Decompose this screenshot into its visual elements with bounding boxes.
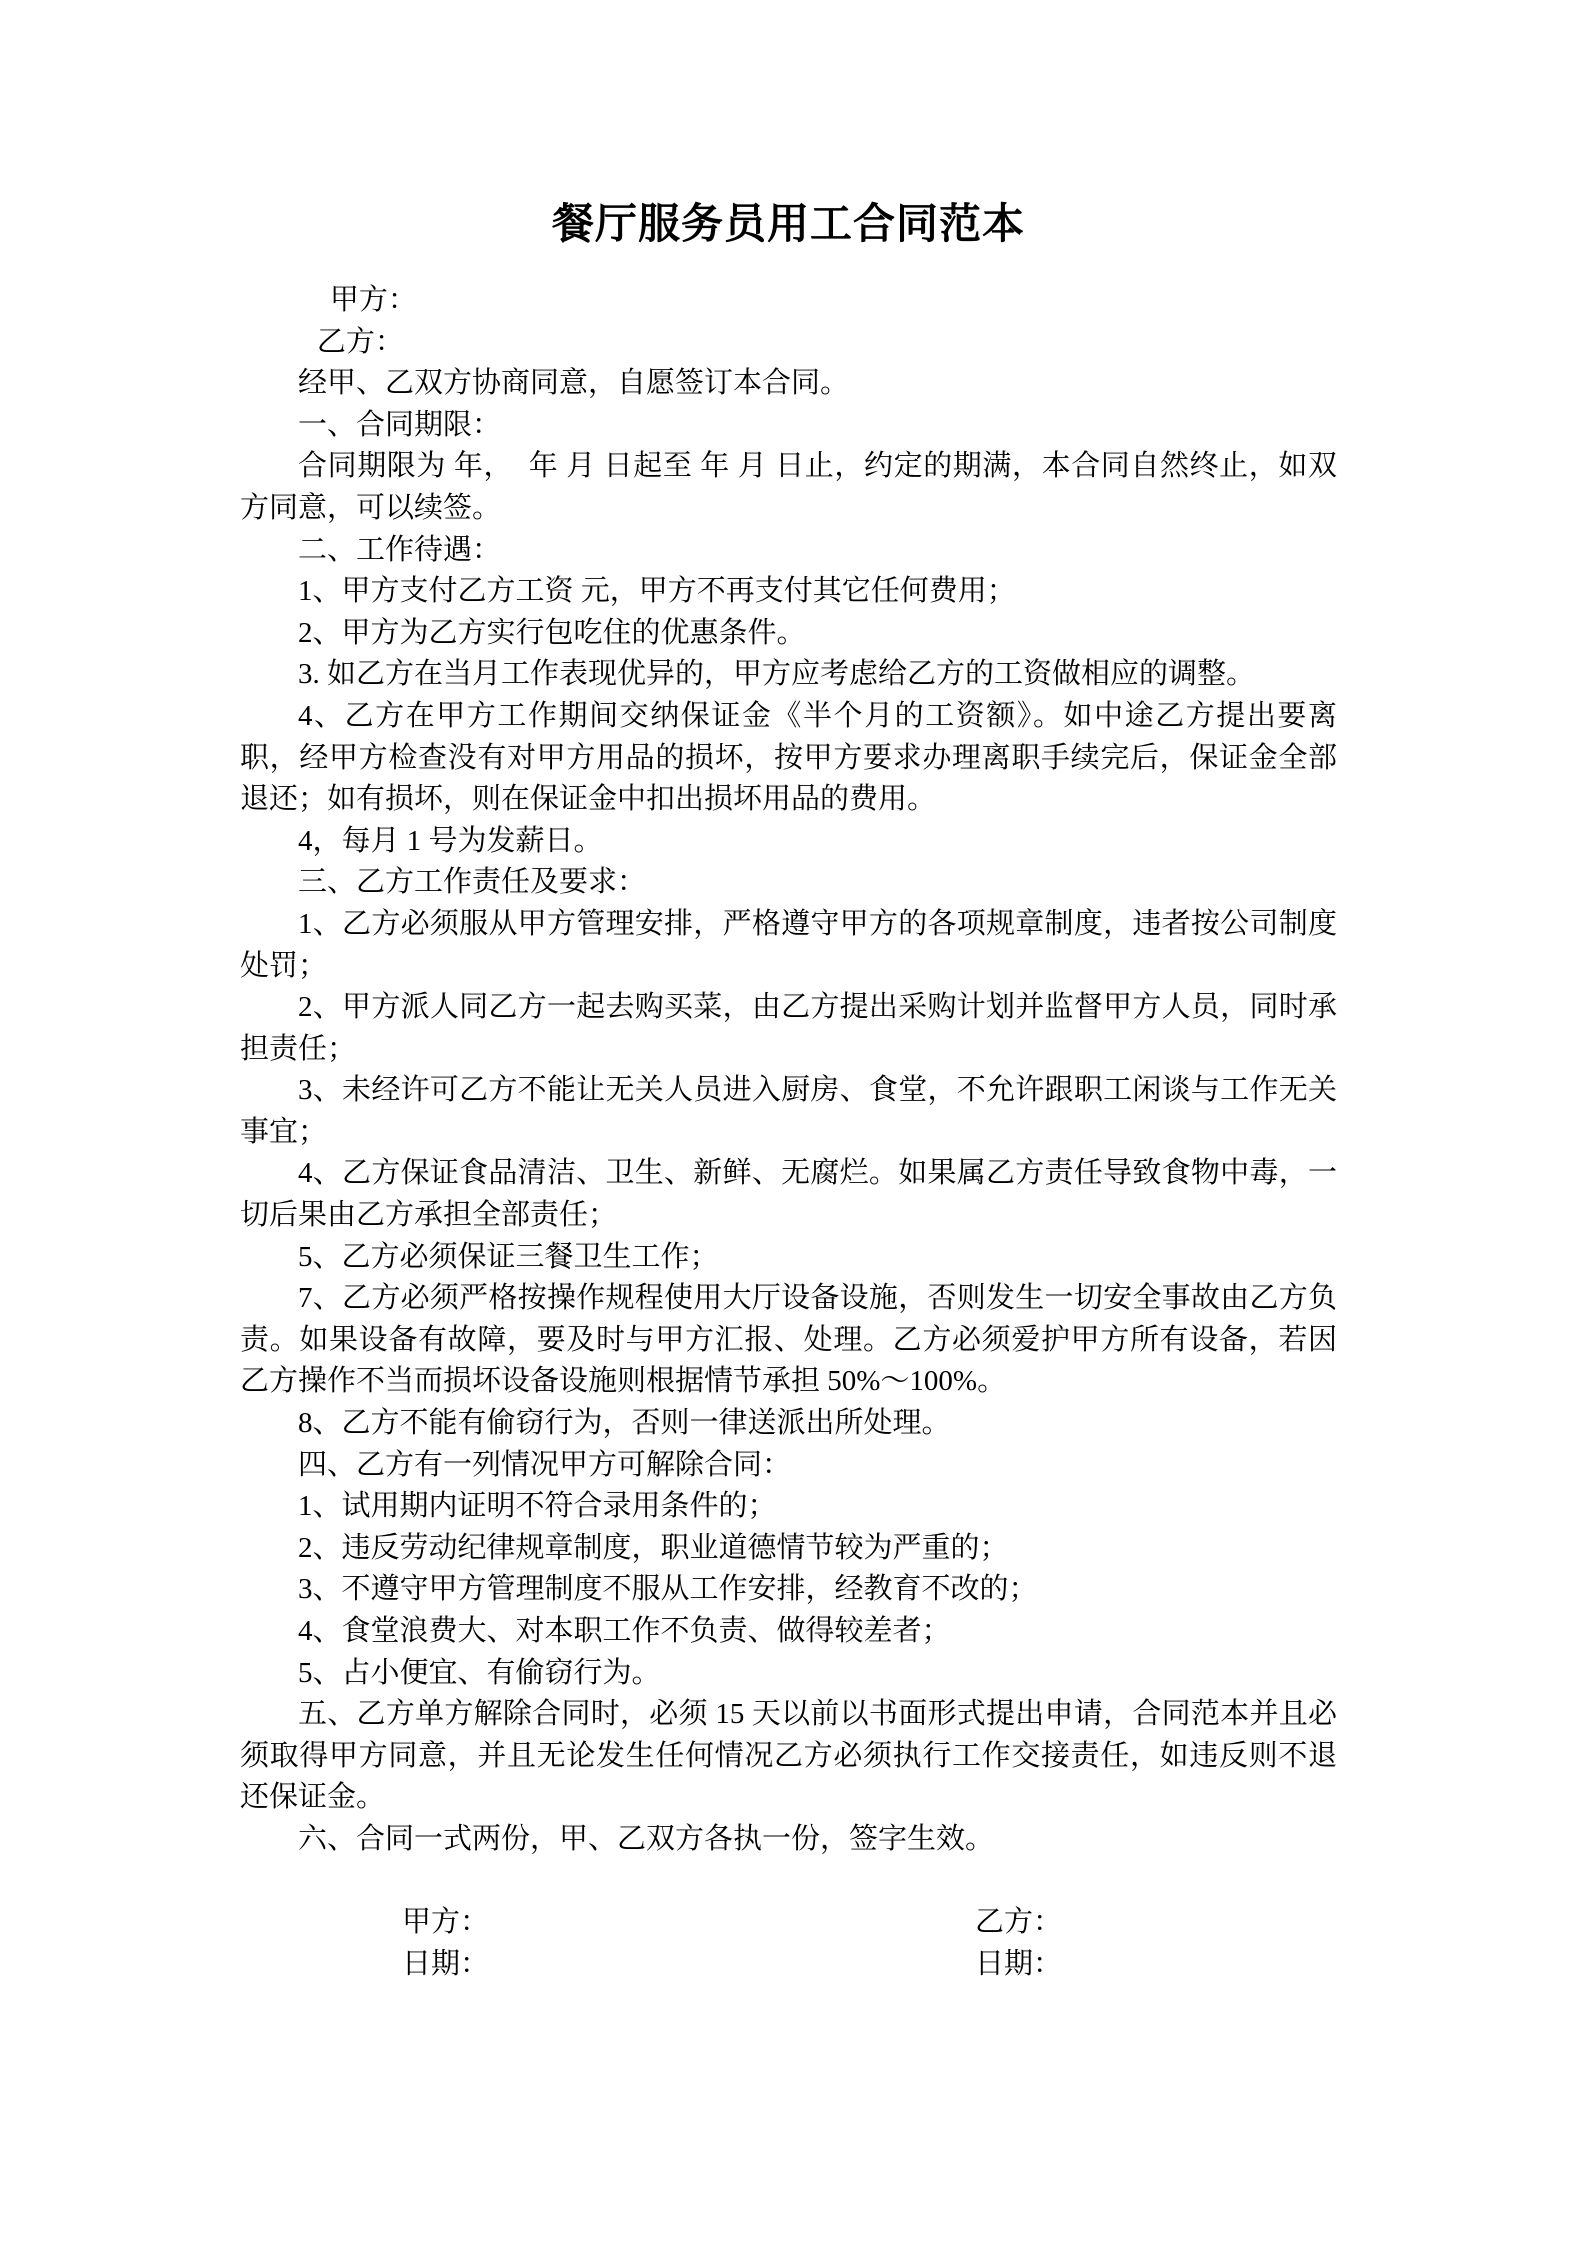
- party-a-line: 甲方：: [329, 284, 417, 316]
- signature-date-row: [240, 1944, 1337, 1986]
- signature-party-row: [240, 1902, 1337, 1944]
- signature-block: [240, 1902, 1337, 1985]
- clause-2-4-payday: 4，每月 1 号为发薪日。: [298, 824, 603, 857]
- document-body: [240, 280, 1337, 1861]
- document-title: [240, 200, 1337, 250]
- signature-party-a-label: 甲方：: [402, 1906, 490, 1939]
- intro-paragraph: 经甲、乙双方协商同意，自愿签订本合同。: [298, 367, 850, 400]
- clause-3-1: 1、乙方必须服从甲方管理安排，严格遵守甲方的各项规章制度，违者按公司制度处罚；: [240, 907, 1337, 982]
- section-3-heading: 三、乙方工作责任及要求：: [298, 866, 647, 899]
- clause-3-2: 2、甲方派人同乙方一起去购买菜，由乙方提出采购计划并监督甲方人员，同时承担责任；: [240, 991, 1337, 1065]
- clause-4-3: 3、不遵守甲方管理制度不服从工作安排，经教育不改的；: [298, 1573, 1038, 1606]
- section-4-heading: 四、乙方有一列情况甲方可解除合同：: [298, 1448, 792, 1481]
- document-title-text: 餐厅服务员用工合同范本: [551, 202, 1025, 248]
- section-6-paragraph: 六、合同一式两份，甲、乙双方各执一份，签字生效。: [298, 1822, 995, 1855]
- clause-4-4: 4、食堂浪费大、对本职工作不负责、做得较差者；: [298, 1615, 951, 1647]
- clause-2-2: 2、甲方为乙方实行包吃住的优惠条件。: [298, 616, 806, 649]
- clause-4-2: 2、违反劳动纪律规章制度，职业道德情节较为严重的；: [298, 1531, 1009, 1564]
- clause-4-1: 1、试用期内证明不符合录用条件的；: [298, 1490, 777, 1523]
- section-1-term-paragraph: 合同期限为 年， 年 月 日起至 年 月 日止，约定的期满，本合同自然终止，如双方同意，可以续签。: [240, 450, 1337, 524]
- clause-4-5: 5、占小便宜、有偷窃行为。: [298, 1656, 661, 1689]
- clause-3-7: 7、乙方必须严格按操作规程使用大厅设备设施，否则发生一切安全事故由乙方负责。如果设备有故障，要及时与甲方汇报、处理。乙方必须爱护甲方所有设备，若因乙方操作不当而损坏设备设施则根据情节承担 50%～100%。: [240, 1282, 1337, 1398]
- clause-2-3: 3. 如乙方在当月工作表现优异的，甲方应考虑给乙方的工资做相应的调整。: [298, 658, 1256, 691]
- clause-2-4-deposit: 4、乙方在甲方工作期间交纳保证金《半个月的工资额》。如中途乙方提出要离职，经甲方检查没有对甲方用品的损坏，按甲方要求办理离职手续完后，保证金全部退还；如有损坏，则在保证金中扣出损坏用品的费用。: [240, 699, 1337, 816]
- signature-date-a-label: 日期：: [402, 1947, 490, 1980]
- section-1-heading: 一、合同期限：: [298, 408, 502, 441]
- clause-3-8: 8、乙方不能有偷窃行为，否则一律送派出所处理。: [298, 1407, 951, 1440]
- clause-3-4: 4、乙方保证食品清洁、卫生、新鲜、无腐烂。如果属乙方责任导致食物中毒，一切后果由乙方承担全部责任；: [240, 1157, 1337, 1232]
- clause-3-5: 5、乙方必须保证三餐卫生工作；: [298, 1240, 719, 1273]
- section-2-heading: 二、工作待遇：: [298, 533, 502, 566]
- section-5-paragraph: 五、乙方单方解除合同时，必须 15 天以前以书面形式提出申请，合同范本并且必须取得甲方同意，并且无论发生任何情况乙方必须执行工作交接责任，如违反则不退还保证金。: [240, 1698, 1337, 1814]
- party-b-line: 乙方：: [316, 325, 404, 358]
- signature-date-b-label: 日期：: [975, 1947, 1063, 1980]
- signature-party-b-label: 乙方：: [975, 1906, 1063, 1939]
- clause-3-3: 3、未经许可乙方不能让无关人员进入厨房、食堂，不允许跟职工闲谈与工作无关事宜；: [240, 1074, 1337, 1148]
- clause-2-1: 1、甲方支付乙方工资 元，甲方不再支付其它任何费用；: [298, 575, 1016, 608]
